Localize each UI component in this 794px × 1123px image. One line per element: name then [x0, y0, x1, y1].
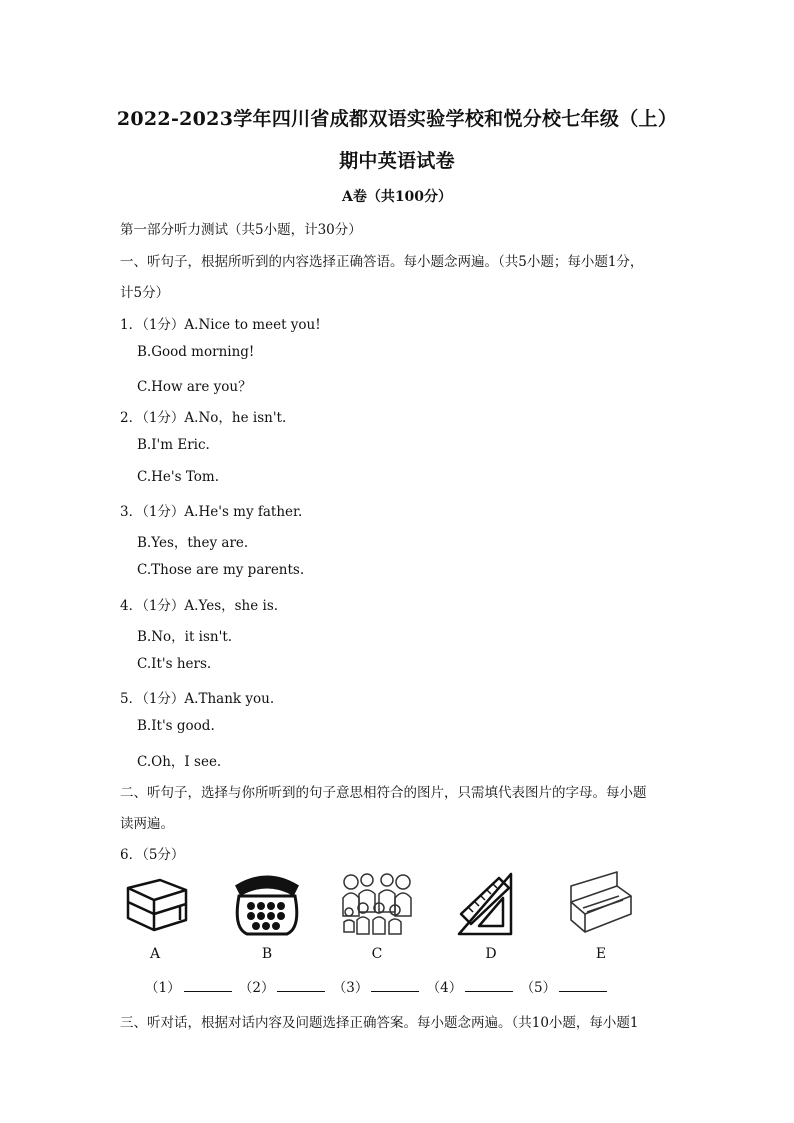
exam-subtitle: A卷（共100分） [341, 189, 453, 205]
question-5-option-c: C.Oh，I see. [137, 754, 222, 770]
question-1: 1．（1分）A.Nice to meet you! [120, 317, 321, 333]
section3-instruction-line1: 三、听对话，根据对话内容及问题选择正确答案。每小题念两遍。（共10小题，每小题1 [120, 1015, 639, 1031]
question-4: 4．（1分）A.Yes，she is. [120, 598, 279, 614]
blank-label-3: （3） [332, 980, 369, 996]
section2-instruction-line2: 读两遍。 [120, 816, 174, 832]
section2-instruction-line1: 二、听句子，选择与你所听到的句子意思相符合的图片，只需填代表图片的字母。每小题 [120, 785, 647, 801]
question-6: 6．（5分） [120, 847, 185, 863]
ruler-triangle-icon [451, 868, 531, 938]
blank-label-2: （2） [238, 980, 275, 996]
picture-option-a [110, 868, 200, 962]
books-icon [120, 868, 190, 938]
blank-label-5: （5） [520, 980, 557, 996]
picture-option-b [222, 868, 312, 962]
question-1-option-b: B.Good morning! [137, 344, 255, 360]
picture-options [110, 868, 670, 968]
exam-title-line1: 2022-2023学年四川省成都双语实验学校和悦分校七年级（上） [116, 108, 678, 130]
question-5-option-b: B.It's good. [137, 718, 215, 734]
picture-option-c [332, 868, 422, 962]
picture-option-d [446, 868, 536, 962]
picture-letter-a: A [149, 946, 161, 962]
question-2-option-c: C.He's Tom. [137, 469, 220, 485]
picture-letter-d: D [485, 946, 497, 962]
blank-label-1: （1） [145, 980, 181, 996]
question-4-option-b: B.No，it isn't. [137, 629, 233, 645]
question-3-option-c: C.Those are my parents. [137, 562, 305, 578]
question-3-option-b: B.Yes，they are. [137, 535, 249, 551]
question-5: 5．（1分）A.Thank you. [120, 691, 275, 707]
answer-blank-2[interactable] [277, 979, 325, 992]
section1-instruction-line2: 计5分） [120, 285, 170, 301]
telephone-icon [227, 868, 307, 938]
blank-label-4: （4） [426, 980, 463, 996]
pencil-box-icon [561, 868, 641, 938]
answer-blank-3[interactable] [371, 979, 419, 992]
answer-blank-4[interactable] [465, 979, 513, 992]
picture-letter-c: C [371, 946, 383, 962]
question-2-option-b: B.I'm Eric. [137, 437, 210, 453]
question-3: 3．（1分）A.He's my father. [120, 504, 303, 520]
question-4-option-c: C.It's hers. [137, 656, 212, 672]
answer-blank-1[interactable] [184, 979, 232, 992]
question-2: 2．（1分）A.No，he isn't. [120, 410, 287, 426]
question-1-option-c: C.How are you？ [137, 379, 252, 395]
part1-heading: 第一部分听力测试（共5小题，计30分） [120, 222, 362, 238]
picture-option-e [556, 868, 646, 962]
section1-instruction-line1: 一、听句子，根据所听到的内容选择正确答语。每小题念两遍。（共5小题；每小题1分， [120, 254, 644, 270]
picture-letter-e: E [595, 946, 607, 962]
family-icon [337, 868, 417, 938]
answer-blank-5[interactable] [559, 979, 607, 992]
picture-letter-b: B [261, 946, 273, 962]
exam-title-line2: 期中英语试卷 [339, 150, 455, 172]
answer-blanks [145, 976, 610, 996]
